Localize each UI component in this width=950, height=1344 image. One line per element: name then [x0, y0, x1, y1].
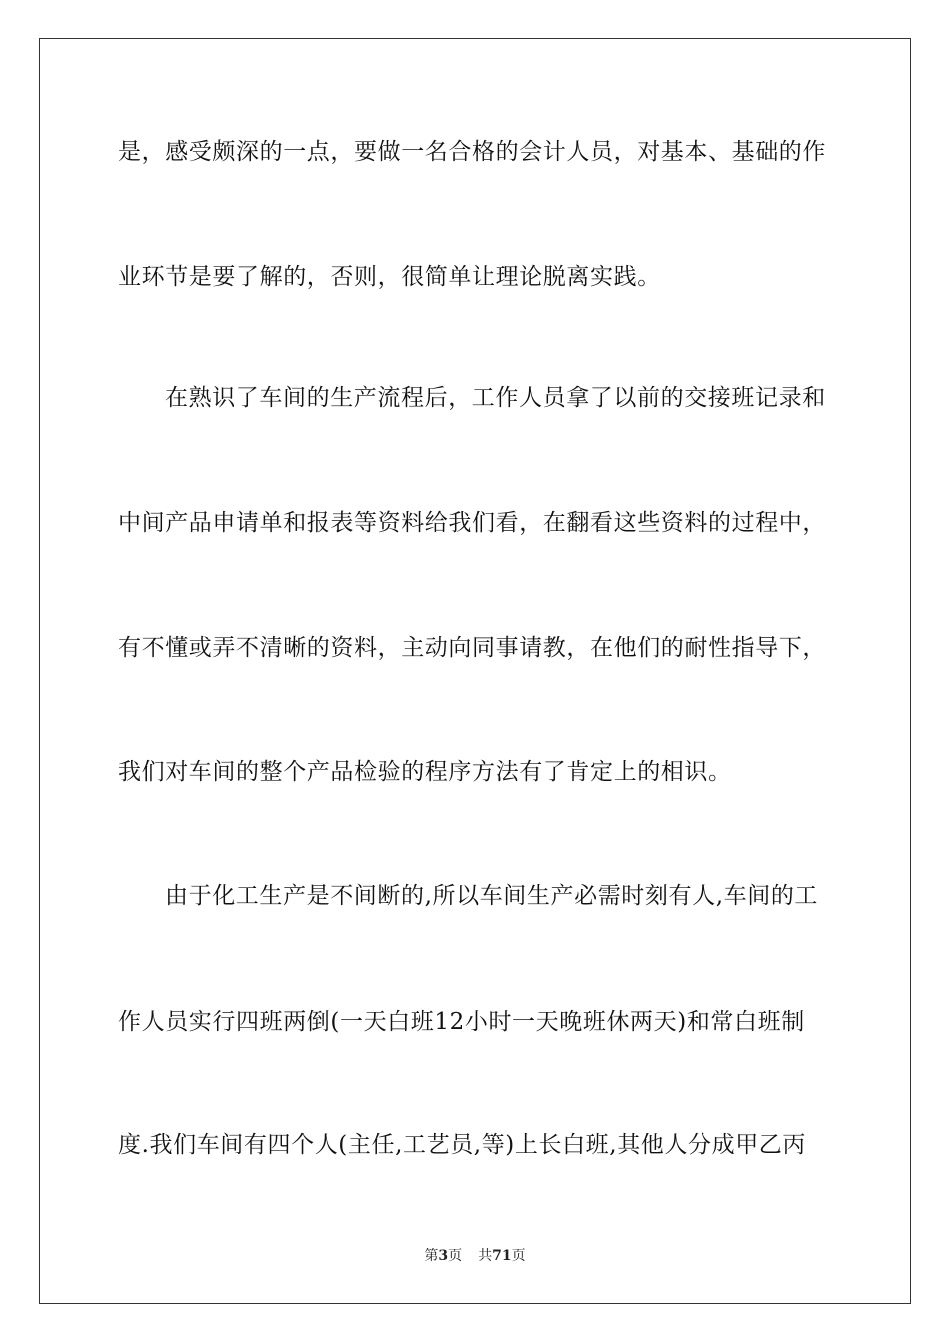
text-line-2: 业环节是要了解的，否则，很简单让理论脱离实践。 [118, 264, 661, 290]
text-line-9: 度.我们车间有四个人(主任,工艺员,等)上长白班,其他人分成甲乙丙 [118, 1132, 806, 1158]
page-number: 3 [438, 1248, 449, 1264]
total-prefix: 共 [478, 1248, 493, 1264]
text-line-5: 有不懂或弄不清晰的资料，主动向同事请教，在他们的耐性指导下， [118, 635, 826, 661]
page-border [39, 38, 911, 1304]
total-pages: 71 [492, 1248, 512, 1264]
total-suffix: 页 [511, 1248, 526, 1264]
page-suffix: 页 [448, 1248, 463, 1264]
paragraph-start-line-3: 在熟识了车间的生产流程后，工作人员拿了以前的交接班记录和 [165, 385, 826, 411]
text-line-6: 我们对车间的整个产品检验的程序方法有了肯定上的相识。 [118, 759, 732, 785]
paragraph-start-line-7: 由于化工生产是不间断的,所以车间生产必需时刻有人,车间的工 [165, 883, 819, 909]
text-line-1: 是，感受颇深的一点，要做一名合格的会计人员，对基本、基础的作 [118, 139, 826, 165]
page-prefix: 第 [424, 1248, 439, 1264]
text-line-4: 中间产品申请单和报表等资料给我们看，在翻看这些资料的过程中， [118, 510, 826, 536]
text-line-8: 作人员实行四班两倒(一天白班12小时一天晚班休两天)和常白班制 [118, 1009, 805, 1035]
page-footer [0, 1247, 950, 1265]
